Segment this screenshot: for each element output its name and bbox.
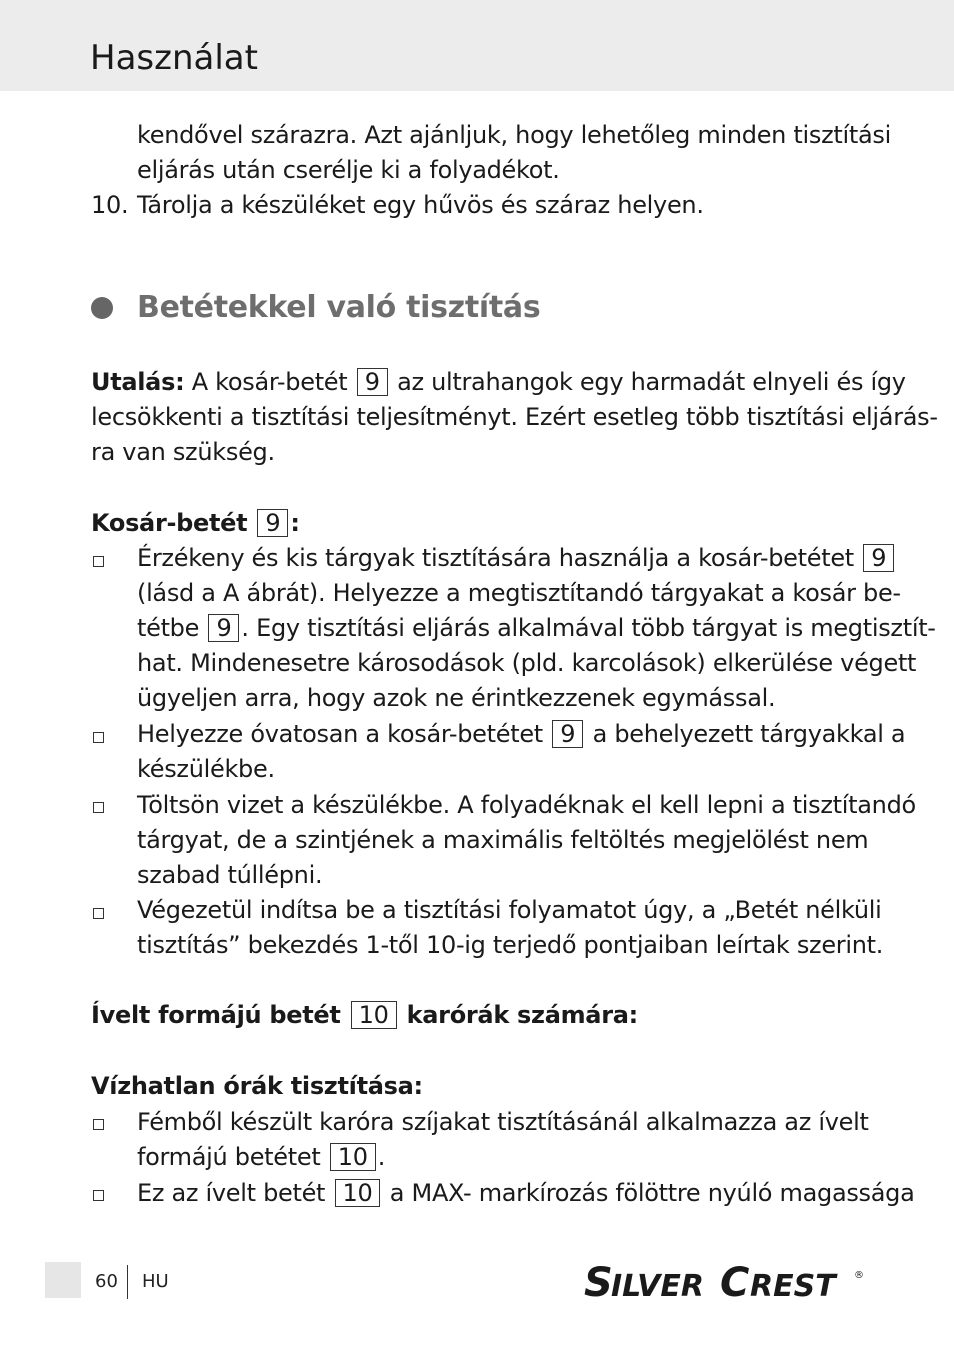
basket-item4-line2: tisztítás” bekezdés 1-től 10-ig terjedő pontjaiban leírtak szerint. xyxy=(137,931,884,959)
section-heading: Betétekkel való tisztítás xyxy=(137,290,541,325)
basket-heading-text: Kosár-betét xyxy=(91,509,248,537)
basket-item4-line1: Végezetül indítsa be a tisztítási folyamatot úgy, a „Betét nélküli xyxy=(137,896,882,924)
curved-heading xyxy=(91,1000,638,1030)
bullet-square-icon xyxy=(93,1119,104,1130)
basket-item2-line1 xyxy=(137,719,905,749)
ref-box: 10 xyxy=(330,1143,376,1171)
bullet-square-icon xyxy=(93,802,104,813)
text: Helyezze óvatosan a kosár-betétet xyxy=(137,720,543,748)
note-label: Utalás: xyxy=(91,368,185,396)
ref-box: 10 xyxy=(351,1001,397,1029)
waterproof-item1-line1: Fémből készült karóra szíjakat tisztításánál alkalmazza az ívelt xyxy=(137,1108,869,1136)
note-line-1 xyxy=(91,367,906,397)
waterproof-item1-line2 xyxy=(137,1142,385,1172)
bullet-square-icon xyxy=(93,556,104,567)
svg-text:REST: REST xyxy=(750,1269,836,1304)
waterproof-heading: Vízhatlan órák tisztítása: xyxy=(91,1072,423,1100)
section-bullet-icon xyxy=(91,297,113,319)
intro-line-1: kendővel szárazra. Azt ajánljuk, hogy lehetőleg minden tisztítási xyxy=(137,121,891,149)
step-10-number: 10. xyxy=(91,191,129,219)
page-number: 60 xyxy=(95,1271,118,1292)
text: formájú betétet xyxy=(137,1143,321,1171)
intro-line-2: eljárás után cserélje ki a folyadékot. xyxy=(137,156,560,184)
text: a behelyezett tárgyakkal a xyxy=(592,720,906,748)
bullet-square-icon xyxy=(93,908,104,919)
basket-item1-line4: hat. Mindenesetre károsodások (pld. karcolások) elkerülése végett xyxy=(137,649,917,677)
svg-text:S: S xyxy=(584,1260,613,1306)
basket-heading-colon: : xyxy=(290,509,300,537)
basket-item3-line1: Töltsön vizet a készülékbe. A folyadéknak el kell lepni a tisztítandó xyxy=(137,791,916,819)
note-line-3: ra van szükség. xyxy=(91,438,275,466)
basket-item1-line5: ügyeljen arra, hogy azok ne érintkezzenek egymással. xyxy=(137,684,776,712)
ref-box: 9 xyxy=(208,614,239,642)
basket-item3-line2: tárgyat, de a szintjének a maximális feltöltés megjelölést nem xyxy=(137,826,869,854)
footer-marker xyxy=(45,1262,81,1298)
bullet-square-icon xyxy=(93,1190,104,1201)
basket-item1-line2: (lásd a A ábrát). Helyezze a megtisztítandó tárgyakat a kosár be- xyxy=(137,579,901,607)
svg-text:ILVER: ILVER xyxy=(611,1269,704,1304)
text: tétbe xyxy=(137,614,200,642)
text: Ívelt formájú betét xyxy=(91,1001,341,1029)
registered-mark: ® xyxy=(854,1270,864,1281)
page-title: Használat xyxy=(90,38,258,78)
text: . Egy tisztítási eljárás alkalmával több tárgyat is megtisztít- xyxy=(241,614,936,642)
note-line-2: lecsökkenti a tisztítási teljesítményt. Ezért esetleg több tisztítási eljárás- xyxy=(91,403,938,431)
footer-divider xyxy=(127,1265,128,1299)
ref-box: 9 xyxy=(552,720,583,748)
ref-box: 9 xyxy=(357,368,388,396)
step-10-text: Tárolja a készüléket egy hűvös és száraz helyen. xyxy=(137,191,704,219)
bullet-square-icon xyxy=(93,732,104,743)
text: Ez az ívelt betét xyxy=(137,1179,326,1207)
note-text-1b: az ultrahangok egy harmadát elnyeli és így xyxy=(397,368,906,396)
note-text-1a: A kosár-betét xyxy=(191,368,348,396)
language-code: HU xyxy=(142,1271,169,1292)
basket-item1-line3 xyxy=(137,613,936,643)
svg-text:C: C xyxy=(720,1260,750,1306)
ref-box: 9 xyxy=(863,544,894,572)
text: a MAX- markírozás fölöttre nyúló magassága xyxy=(389,1179,915,1207)
text: Érzékeny és kis tárgyak tisztítására használja a kosár-betétet xyxy=(137,544,854,572)
basket-item2-line2: készülékbe. xyxy=(137,755,275,783)
text: karórák számára: xyxy=(406,1001,638,1029)
basket-heading xyxy=(91,508,300,538)
silvercrest-logo xyxy=(584,1256,864,1308)
waterproof-item2-line1 xyxy=(137,1178,915,1208)
basket-item1-line1 xyxy=(137,543,896,573)
ref-box: 10 xyxy=(335,1179,381,1207)
text: . xyxy=(377,1143,386,1171)
basket-item3-line3: szabad túllépni. xyxy=(137,861,323,889)
ref-box: 9 xyxy=(257,509,288,537)
